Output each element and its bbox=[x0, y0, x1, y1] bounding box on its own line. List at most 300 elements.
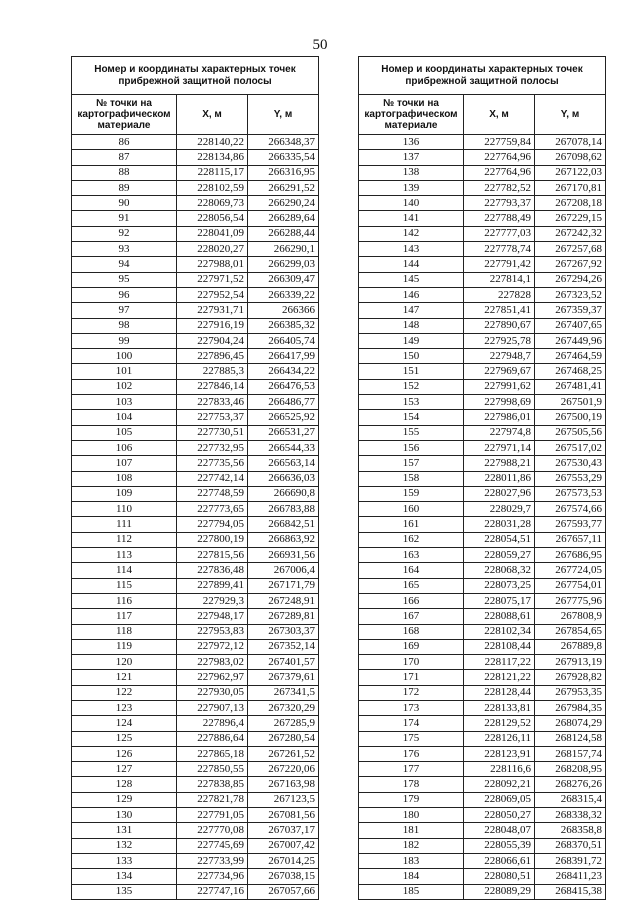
y-coordinate-cell: 268276,26 bbox=[535, 777, 606, 792]
x-coordinate-cell: 228117,22 bbox=[464, 655, 535, 670]
y-coordinate-cell: 266335,54 bbox=[248, 150, 319, 165]
y-coordinate-cell: 268370,51 bbox=[535, 838, 606, 853]
x-coordinate-cell: 228048,07 bbox=[464, 823, 535, 838]
point-number-cell: 117 bbox=[72, 609, 177, 624]
x-coordinate-cell: 227930,05 bbox=[177, 685, 248, 700]
column-header-point-number: № точки на картографическом материале bbox=[72, 95, 177, 135]
y-coordinate-cell: 267289,81 bbox=[248, 609, 319, 624]
table-row bbox=[359, 272, 606, 287]
point-number-cell: 182 bbox=[359, 838, 464, 853]
x-coordinate-cell: 227735,56 bbox=[177, 456, 248, 471]
x-coordinate-cell: 227836,48 bbox=[177, 563, 248, 578]
table-row bbox=[359, 180, 606, 195]
x-coordinate-cell: 227948,17 bbox=[177, 609, 248, 624]
x-coordinate-cell: 227815,56 bbox=[177, 548, 248, 563]
y-coordinate-cell: 267323,52 bbox=[535, 287, 606, 302]
point-number-cell: 174 bbox=[359, 716, 464, 731]
table-row bbox=[359, 853, 606, 868]
table-row bbox=[72, 502, 319, 517]
y-coordinate-cell: 267303,37 bbox=[248, 624, 319, 639]
x-coordinate-cell: 228134,86 bbox=[177, 150, 248, 165]
table-row bbox=[72, 884, 319, 899]
point-number-cell: 153 bbox=[359, 395, 464, 410]
table-body-left bbox=[72, 135, 319, 900]
point-number-cell: 119 bbox=[72, 639, 177, 654]
point-number-cell: 145 bbox=[359, 272, 464, 287]
x-coordinate-cell: 227742,14 bbox=[177, 471, 248, 486]
point-number-cell: 107 bbox=[72, 456, 177, 471]
point-number-cell: 102 bbox=[72, 379, 177, 394]
x-coordinate-cell: 227734,96 bbox=[177, 869, 248, 884]
point-number-cell: 124 bbox=[72, 716, 177, 731]
table-row bbox=[359, 808, 606, 823]
table-row bbox=[359, 670, 606, 685]
y-coordinate-cell: 266366 bbox=[248, 303, 319, 318]
table-row bbox=[359, 731, 606, 746]
coordinates-table-left bbox=[71, 56, 319, 900]
point-number-cell: 162 bbox=[359, 532, 464, 547]
point-number-cell: 116 bbox=[72, 593, 177, 608]
point-number-cell: 112 bbox=[72, 532, 177, 547]
table-row bbox=[72, 869, 319, 884]
point-number-cell: 94 bbox=[72, 257, 177, 272]
table-row bbox=[72, 593, 319, 608]
y-coordinate-cell: 267320,29 bbox=[248, 700, 319, 715]
x-coordinate-cell: 227791,05 bbox=[177, 808, 248, 823]
table-title: Номер и координаты характерных точек прибрежной защитной полосы bbox=[72, 57, 319, 95]
point-number-cell: 92 bbox=[72, 226, 177, 241]
table-row bbox=[72, 440, 319, 455]
y-coordinate-cell: 267517,02 bbox=[535, 440, 606, 455]
x-coordinate-cell: 227948,7 bbox=[464, 349, 535, 364]
table-row bbox=[359, 410, 606, 425]
y-coordinate-cell: 268358,8 bbox=[535, 823, 606, 838]
x-coordinate-cell: 227952,54 bbox=[177, 287, 248, 302]
point-number-cell: 128 bbox=[72, 777, 177, 792]
point-number-cell: 130 bbox=[72, 808, 177, 823]
y-coordinate-cell: 267123,5 bbox=[248, 792, 319, 807]
point-number-cell: 101 bbox=[72, 364, 177, 379]
point-number-cell: 121 bbox=[72, 670, 177, 685]
point-number-cell: 133 bbox=[72, 853, 177, 868]
y-coordinate-cell: 267808,9 bbox=[535, 609, 606, 624]
point-number-cell: 150 bbox=[359, 349, 464, 364]
table-row bbox=[72, 364, 319, 379]
table-row bbox=[359, 700, 606, 715]
x-coordinate-cell: 227793,37 bbox=[464, 196, 535, 211]
table-row bbox=[72, 563, 319, 578]
point-number-cell: 156 bbox=[359, 440, 464, 455]
y-coordinate-cell: 266525,92 bbox=[248, 410, 319, 425]
x-coordinate-cell: 228055,39 bbox=[464, 838, 535, 853]
x-coordinate-cell: 228089,29 bbox=[464, 884, 535, 899]
x-coordinate-cell: 227896,45 bbox=[177, 349, 248, 364]
table-row bbox=[359, 823, 606, 838]
point-number-cell: 136 bbox=[359, 135, 464, 150]
table-row bbox=[359, 838, 606, 853]
table-row bbox=[359, 349, 606, 364]
x-coordinate-cell: 227733,99 bbox=[177, 853, 248, 868]
point-number-cell: 144 bbox=[359, 257, 464, 272]
y-coordinate-cell: 266486,77 bbox=[248, 395, 319, 410]
table-row bbox=[72, 456, 319, 471]
point-number-cell: 147 bbox=[359, 303, 464, 318]
point-number-cell: 100 bbox=[72, 349, 177, 364]
point-number-cell: 146 bbox=[359, 287, 464, 302]
table-row bbox=[72, 777, 319, 792]
x-coordinate-cell: 227745,69 bbox=[177, 838, 248, 853]
table-row bbox=[72, 609, 319, 624]
x-coordinate-cell: 227833,46 bbox=[177, 395, 248, 410]
point-number-cell: 181 bbox=[359, 823, 464, 838]
table-row bbox=[359, 196, 606, 211]
y-coordinate-cell: 266563,14 bbox=[248, 456, 319, 471]
point-number-cell: 164 bbox=[359, 563, 464, 578]
table-row bbox=[359, 135, 606, 150]
point-number-cell: 140 bbox=[359, 196, 464, 211]
table-row bbox=[359, 609, 606, 624]
column-header-x: X, м bbox=[177, 95, 248, 135]
column-header-y: Y, м bbox=[248, 95, 319, 135]
point-number-cell: 180 bbox=[359, 808, 464, 823]
table-row bbox=[359, 242, 606, 257]
table-row bbox=[72, 303, 319, 318]
point-number-cell: 149 bbox=[359, 333, 464, 348]
x-coordinate-cell: 227777,03 bbox=[464, 226, 535, 241]
x-coordinate-cell: 228011,86 bbox=[464, 471, 535, 486]
y-coordinate-cell: 267294,26 bbox=[535, 272, 606, 287]
point-number-cell: 98 bbox=[72, 318, 177, 333]
y-coordinate-cell: 267122,03 bbox=[535, 165, 606, 180]
x-coordinate-cell: 228020,27 bbox=[177, 242, 248, 257]
table-row bbox=[359, 593, 606, 608]
point-number-cell: 151 bbox=[359, 364, 464, 379]
page-number: 50 bbox=[312, 37, 328, 53]
x-coordinate-cell: 227788,49 bbox=[464, 211, 535, 226]
x-coordinate-cell: 227972,12 bbox=[177, 639, 248, 654]
point-number-cell: 183 bbox=[359, 853, 464, 868]
table-row bbox=[359, 532, 606, 547]
y-coordinate-cell: 267220,06 bbox=[248, 762, 319, 777]
column-header-x: X, м bbox=[464, 95, 535, 135]
x-coordinate-cell: 228056,54 bbox=[177, 211, 248, 226]
point-number-cell: 89 bbox=[72, 180, 177, 195]
y-coordinate-cell: 268411,23 bbox=[535, 869, 606, 884]
x-coordinate-cell: 228080,51 bbox=[464, 869, 535, 884]
table-row bbox=[72, 685, 319, 700]
point-number-cell: 167 bbox=[359, 609, 464, 624]
x-coordinate-cell: 228066,61 bbox=[464, 853, 535, 868]
table-row bbox=[359, 884, 606, 899]
x-coordinate-cell: 228128,44 bbox=[464, 685, 535, 700]
point-number-cell: 115 bbox=[72, 578, 177, 593]
y-coordinate-cell: 266842,51 bbox=[248, 517, 319, 532]
table-row bbox=[72, 180, 319, 195]
point-number-cell: 159 bbox=[359, 486, 464, 501]
y-coordinate-cell: 266405,74 bbox=[248, 333, 319, 348]
point-number-cell: 103 bbox=[72, 395, 177, 410]
table-row bbox=[72, 226, 319, 241]
table-row bbox=[359, 716, 606, 731]
point-number-cell: 109 bbox=[72, 486, 177, 501]
table-row bbox=[359, 746, 606, 761]
y-coordinate-cell: 267248,91 bbox=[248, 593, 319, 608]
x-coordinate-cell: 228075,17 bbox=[464, 593, 535, 608]
y-coordinate-cell: 268338,32 bbox=[535, 808, 606, 823]
x-coordinate-cell: 227800,19 bbox=[177, 532, 248, 547]
table-row bbox=[72, 731, 319, 746]
table-row bbox=[72, 165, 319, 180]
x-coordinate-cell: 228092,21 bbox=[464, 777, 535, 792]
y-coordinate-cell: 268157,74 bbox=[535, 746, 606, 761]
point-number-cell: 123 bbox=[72, 700, 177, 715]
table-row bbox=[359, 624, 606, 639]
y-coordinate-cell: 267553,29 bbox=[535, 471, 606, 486]
point-number-cell: 166 bbox=[359, 593, 464, 608]
point-number-cell: 157 bbox=[359, 456, 464, 471]
point-number-cell: 88 bbox=[72, 165, 177, 180]
x-coordinate-cell: 228108,44 bbox=[464, 639, 535, 654]
point-number-cell: 154 bbox=[359, 410, 464, 425]
x-coordinate-cell: 228073,25 bbox=[464, 578, 535, 593]
point-number-cell: 106 bbox=[72, 440, 177, 455]
y-coordinate-cell: 267038,15 bbox=[248, 869, 319, 884]
point-number-cell: 134 bbox=[72, 869, 177, 884]
y-coordinate-cell: 266290,1 bbox=[248, 242, 319, 257]
y-coordinate-cell: 267505,56 bbox=[535, 425, 606, 440]
table-row bbox=[72, 471, 319, 486]
x-coordinate-cell: 227885,3 bbox=[177, 364, 248, 379]
y-coordinate-cell: 267006,4 bbox=[248, 563, 319, 578]
y-coordinate-cell: 266288,44 bbox=[248, 226, 319, 241]
table-row bbox=[72, 135, 319, 150]
table-row bbox=[72, 410, 319, 425]
x-coordinate-cell: 227782,52 bbox=[464, 180, 535, 195]
x-coordinate-cell: 227904,24 bbox=[177, 333, 248, 348]
x-coordinate-cell: 227846,14 bbox=[177, 379, 248, 394]
point-number-cell: 110 bbox=[72, 502, 177, 517]
table-row bbox=[359, 869, 606, 884]
point-number-cell: 152 bbox=[359, 379, 464, 394]
y-coordinate-cell: 267775,96 bbox=[535, 593, 606, 608]
x-coordinate-cell: 228102,59 bbox=[177, 180, 248, 195]
point-number-cell: 93 bbox=[72, 242, 177, 257]
point-number-cell: 95 bbox=[72, 272, 177, 287]
table-row bbox=[359, 165, 606, 180]
y-coordinate-cell: 268124,58 bbox=[535, 731, 606, 746]
x-coordinate-cell: 227747,16 bbox=[177, 884, 248, 899]
y-coordinate-cell: 266476,53 bbox=[248, 379, 319, 394]
table-row bbox=[72, 196, 319, 211]
point-number-cell: 132 bbox=[72, 838, 177, 853]
table-row bbox=[72, 792, 319, 807]
table-row bbox=[359, 318, 606, 333]
y-coordinate-cell: 267468,25 bbox=[535, 364, 606, 379]
y-coordinate-cell: 267163,98 bbox=[248, 777, 319, 792]
table-row bbox=[359, 150, 606, 165]
y-coordinate-cell: 267573,53 bbox=[535, 486, 606, 501]
x-coordinate-cell: 228054,51 bbox=[464, 532, 535, 547]
point-number-cell: 135 bbox=[72, 884, 177, 899]
x-coordinate-cell: 227929,3 bbox=[177, 593, 248, 608]
y-coordinate-cell: 267913,19 bbox=[535, 655, 606, 670]
table-row bbox=[359, 639, 606, 654]
y-coordinate-cell: 266636,03 bbox=[248, 471, 319, 486]
point-number-cell: 163 bbox=[359, 548, 464, 563]
point-number-cell: 142 bbox=[359, 226, 464, 241]
y-coordinate-cell: 267724,05 bbox=[535, 563, 606, 578]
point-number-cell: 97 bbox=[72, 303, 177, 318]
table-row bbox=[359, 395, 606, 410]
y-coordinate-cell: 267081,56 bbox=[248, 808, 319, 823]
x-coordinate-cell: 227753,37 bbox=[177, 410, 248, 425]
x-coordinate-cell: 228102,34 bbox=[464, 624, 535, 639]
y-coordinate-cell: 267057,66 bbox=[248, 884, 319, 899]
x-coordinate-cell: 227828 bbox=[464, 287, 535, 302]
y-coordinate-cell: 267078,14 bbox=[535, 135, 606, 150]
x-coordinate-cell: 228116,6 bbox=[464, 762, 535, 777]
table-row bbox=[72, 242, 319, 257]
y-coordinate-cell: 266309,47 bbox=[248, 272, 319, 287]
table-row bbox=[359, 486, 606, 501]
point-number-cell: 158 bbox=[359, 471, 464, 486]
table-row bbox=[72, 716, 319, 731]
table-row bbox=[359, 333, 606, 348]
point-number-cell: 125 bbox=[72, 731, 177, 746]
y-coordinate-cell: 267501,9 bbox=[535, 395, 606, 410]
table-row bbox=[72, 823, 319, 838]
y-coordinate-cell: 268391,72 bbox=[535, 853, 606, 868]
point-number-cell: 168 bbox=[359, 624, 464, 639]
y-coordinate-cell: 267007,42 bbox=[248, 838, 319, 853]
point-number-cell: 129 bbox=[72, 792, 177, 807]
x-coordinate-cell: 227974,8 bbox=[464, 425, 535, 440]
point-number-cell: 104 bbox=[72, 410, 177, 425]
point-number-cell: 127 bbox=[72, 762, 177, 777]
table-row bbox=[359, 548, 606, 563]
x-coordinate-cell: 227778,74 bbox=[464, 242, 535, 257]
x-coordinate-cell: 227962,97 bbox=[177, 670, 248, 685]
x-coordinate-cell: 228129,52 bbox=[464, 716, 535, 731]
table-row bbox=[359, 762, 606, 777]
point-number-cell: 113 bbox=[72, 548, 177, 563]
point-number-cell: 184 bbox=[359, 869, 464, 884]
y-coordinate-cell: 266385,32 bbox=[248, 318, 319, 333]
x-coordinate-cell: 227730,51 bbox=[177, 425, 248, 440]
x-coordinate-cell: 228031,28 bbox=[464, 517, 535, 532]
point-number-cell: 160 bbox=[359, 502, 464, 517]
table-row bbox=[72, 624, 319, 639]
y-coordinate-cell: 267014,25 bbox=[248, 853, 319, 868]
point-number-cell: 86 bbox=[72, 135, 177, 150]
point-number-cell: 99 bbox=[72, 333, 177, 348]
table-row bbox=[72, 762, 319, 777]
y-coordinate-cell: 267407,65 bbox=[535, 318, 606, 333]
y-coordinate-cell: 266348,37 bbox=[248, 135, 319, 150]
y-coordinate-cell: 267464,59 bbox=[535, 349, 606, 364]
x-coordinate-cell: 228123,91 bbox=[464, 746, 535, 761]
x-coordinate-cell: 227838,85 bbox=[177, 777, 248, 792]
y-coordinate-cell: 267280,54 bbox=[248, 731, 319, 746]
table-row bbox=[72, 853, 319, 868]
table-row bbox=[72, 746, 319, 761]
x-coordinate-cell: 227969,67 bbox=[464, 364, 535, 379]
x-coordinate-cell: 228115,17 bbox=[177, 165, 248, 180]
x-coordinate-cell: 228121,22 bbox=[464, 670, 535, 685]
table-row bbox=[359, 792, 606, 807]
y-coordinate-cell: 268208,95 bbox=[535, 762, 606, 777]
table-row bbox=[72, 379, 319, 394]
x-coordinate-cell: 228068,32 bbox=[464, 563, 535, 578]
point-number-cell: 141 bbox=[359, 211, 464, 226]
x-coordinate-cell: 227764,96 bbox=[464, 165, 535, 180]
y-coordinate-cell: 267500,19 bbox=[535, 410, 606, 425]
y-coordinate-cell: 267889,8 bbox=[535, 639, 606, 654]
point-number-cell: 178 bbox=[359, 777, 464, 792]
y-coordinate-cell: 267229,15 bbox=[535, 211, 606, 226]
x-coordinate-cell: 227764,96 bbox=[464, 150, 535, 165]
table-row bbox=[72, 318, 319, 333]
y-coordinate-cell: 267352,14 bbox=[248, 639, 319, 654]
table-row bbox=[359, 777, 606, 792]
table-row bbox=[72, 211, 319, 226]
y-coordinate-cell: 266690,8 bbox=[248, 486, 319, 501]
x-coordinate-cell: 227971,52 bbox=[177, 272, 248, 287]
point-number-cell: 161 bbox=[359, 517, 464, 532]
x-coordinate-cell: 227899,41 bbox=[177, 578, 248, 593]
y-coordinate-cell: 266544,33 bbox=[248, 440, 319, 455]
y-coordinate-cell: 267401,57 bbox=[248, 655, 319, 670]
point-number-cell: 90 bbox=[72, 196, 177, 211]
x-coordinate-cell: 227988,01 bbox=[177, 257, 248, 272]
table-row bbox=[72, 578, 319, 593]
y-coordinate-cell: 267449,96 bbox=[535, 333, 606, 348]
table-row bbox=[72, 808, 319, 823]
x-coordinate-cell: 227916,19 bbox=[177, 318, 248, 333]
table-row bbox=[72, 548, 319, 563]
y-coordinate-cell: 266783,88 bbox=[248, 502, 319, 517]
point-number-cell: 172 bbox=[359, 685, 464, 700]
x-coordinate-cell: 227794,05 bbox=[177, 517, 248, 532]
column-header-y: Y, м bbox=[535, 95, 606, 135]
y-coordinate-cell: 267854,65 bbox=[535, 624, 606, 639]
x-coordinate-cell: 228029,7 bbox=[464, 502, 535, 517]
point-number-cell: 114 bbox=[72, 563, 177, 578]
table-row bbox=[72, 150, 319, 165]
x-coordinate-cell: 228133,81 bbox=[464, 700, 535, 715]
point-number-cell: 155 bbox=[359, 425, 464, 440]
y-coordinate-cell: 266434,22 bbox=[248, 364, 319, 379]
point-number-cell: 105 bbox=[72, 425, 177, 440]
table-row bbox=[359, 425, 606, 440]
x-coordinate-cell: 228050,27 bbox=[464, 808, 535, 823]
table-row bbox=[359, 655, 606, 670]
table-row bbox=[359, 379, 606, 394]
table-row bbox=[72, 349, 319, 364]
x-coordinate-cell: 227925,78 bbox=[464, 333, 535, 348]
table-row bbox=[359, 471, 606, 486]
x-coordinate-cell: 227931,71 bbox=[177, 303, 248, 318]
y-coordinate-cell: 268074,29 bbox=[535, 716, 606, 731]
y-coordinate-cell: 266299,03 bbox=[248, 257, 319, 272]
table-row bbox=[359, 502, 606, 517]
table-row bbox=[72, 257, 319, 272]
table-row bbox=[72, 655, 319, 670]
table-row bbox=[359, 456, 606, 471]
point-number-cell: 165 bbox=[359, 578, 464, 593]
point-number-cell: 87 bbox=[72, 150, 177, 165]
point-number-cell: 173 bbox=[359, 700, 464, 715]
